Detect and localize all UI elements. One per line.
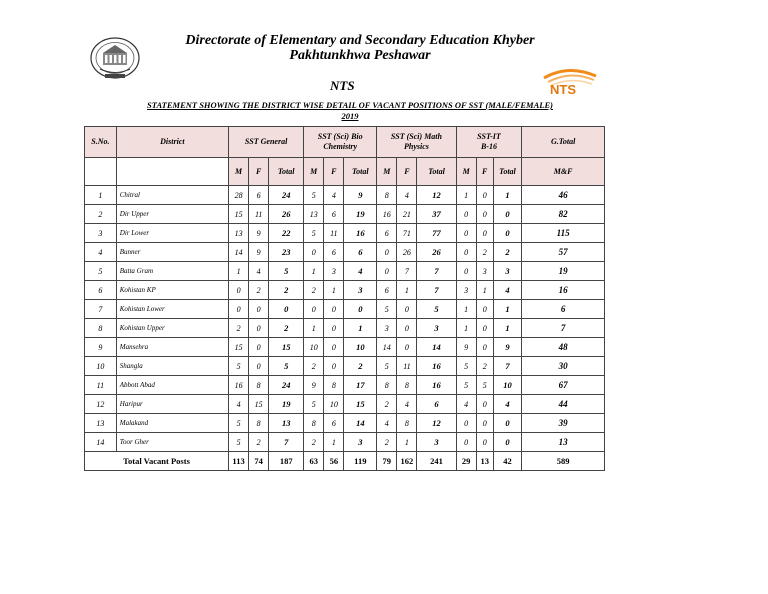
row-cell: 0 [324, 319, 344, 338]
row-cell: 10 [324, 395, 344, 414]
row-cell: 10 [493, 376, 522, 395]
row-cell: 5 [269, 262, 304, 281]
row-cell: 15 [249, 395, 269, 414]
row-cell: 0 [456, 243, 476, 262]
row-cell: 13 [229, 224, 249, 243]
header-sst-math-line2: Physics [403, 142, 429, 151]
header-sst-bio-line2: Chemistry [323, 142, 358, 151]
row-cell: 7 [493, 357, 522, 376]
table-row [85, 395, 605, 414]
row-cell: 1 [304, 319, 324, 338]
header-sst-bio-line1: SST (Sci) Bio [317, 132, 363, 141]
table-row [85, 300, 605, 319]
row-grand-total: 44 [522, 395, 605, 414]
row-grand-total: 39 [522, 414, 605, 433]
row-grand-total: 7 [522, 319, 605, 338]
header-sno: S.No. [85, 127, 117, 158]
row-cell: 2 [476, 243, 493, 262]
header-district: District [116, 127, 228, 158]
row-cell: 5 [417, 300, 456, 319]
row-cell: 2 [269, 281, 304, 300]
nts-heading: NTS [330, 78, 355, 93]
row-cell: 0 [249, 319, 269, 338]
row-cell: 0 [377, 243, 397, 262]
row-grand-total: 19 [522, 262, 605, 281]
row-cell: 7 [417, 281, 456, 300]
row-cell: 11 [249, 205, 269, 224]
totals-cell: 63 [304, 452, 324, 471]
row-cell: 77 [417, 224, 456, 243]
table-row [85, 224, 605, 243]
totals-cell: 187 [269, 452, 304, 471]
row-sno: 7 [85, 300, 117, 319]
row-cell: 5 [304, 186, 324, 205]
row-cell: 1 [397, 433, 417, 452]
row-cell: 23 [269, 243, 304, 262]
row-cell: 0 [476, 319, 493, 338]
row-cell: 6 [324, 243, 344, 262]
row-cell: 9 [249, 243, 269, 262]
row-sno: 14 [85, 433, 117, 452]
row-sno: 13 [85, 414, 117, 433]
row-grand-total: 48 [522, 338, 605, 357]
row-cell: 0 [476, 205, 493, 224]
row-cell: 2 [344, 357, 377, 376]
row-district: Bunner [116, 243, 228, 262]
header-sst-bio-chemistry [304, 127, 377, 158]
row-district: Chitral [116, 186, 228, 205]
table-row [85, 433, 605, 452]
row-cell: 11 [397, 357, 417, 376]
row-cell: 1 [344, 319, 377, 338]
row-cell: 8 [377, 186, 397, 205]
header-total: Total [344, 158, 377, 186]
table-row [85, 281, 605, 300]
row-cell: 7 [417, 262, 456, 281]
row-cell: 5 [229, 357, 249, 376]
row-cell: 2 [249, 433, 269, 452]
row-cell: 10 [304, 338, 324, 357]
totals-cell: 119 [344, 452, 377, 471]
row-cell: 14 [417, 338, 456, 357]
row-cell: 5 [456, 357, 476, 376]
row-cell: 12 [417, 186, 456, 205]
row-cell: 12 [417, 414, 456, 433]
row-district: Kohistan Lower [116, 300, 228, 319]
row-district: Dir Upper [116, 205, 228, 224]
kp-emblem-logo [88, 36, 142, 82]
row-cell: 3 [417, 433, 456, 452]
row-sno: 5 [85, 262, 117, 281]
table-row [85, 357, 605, 376]
row-sno: 9 [85, 338, 117, 357]
row-cell: 3 [377, 319, 397, 338]
table-row [85, 338, 605, 357]
header-sst-it [456, 127, 522, 158]
row-cell: 5 [304, 224, 324, 243]
row-cell: 1 [476, 281, 493, 300]
nts-logo-text: NTS [550, 82, 576, 96]
row-cell: 2 [493, 243, 522, 262]
row-district: Shangla [116, 357, 228, 376]
row-cell: 2 [476, 357, 493, 376]
row-cell: 0 [397, 300, 417, 319]
row-cell: 2 [377, 433, 397, 452]
row-cell: 8 [249, 414, 269, 433]
row-cell: 9 [493, 338, 522, 357]
totals-cell: 113 [229, 452, 249, 471]
row-cell: 5 [377, 300, 397, 319]
header-f: F [476, 158, 493, 186]
row-cell: 5 [269, 357, 304, 376]
row-cell: 5 [476, 376, 493, 395]
row-cell: 2 [377, 395, 397, 414]
row-cell: 0 [493, 224, 522, 243]
row-district: Dir Lower [116, 224, 228, 243]
row-cell: 8 [397, 414, 417, 433]
header-row-sub [85, 158, 605, 186]
row-cell: 10 [344, 338, 377, 357]
row-cell: 1 [456, 300, 476, 319]
header-f: F [249, 158, 269, 186]
row-grand-total: 67 [522, 376, 605, 395]
row-grand-total: 16 [522, 281, 605, 300]
row-cell: 0 [476, 433, 493, 452]
row-grand-total: 46 [522, 186, 605, 205]
row-cell: 8 [377, 376, 397, 395]
row-cell: 9 [456, 338, 476, 357]
row-cell: 0 [476, 224, 493, 243]
header-m: M [304, 158, 324, 186]
row-cell: 3 [417, 319, 456, 338]
row-sno: 12 [85, 395, 117, 414]
row-cell: 37 [417, 205, 456, 224]
row-cell: 0 [476, 186, 493, 205]
row-cell: 16 [377, 205, 397, 224]
row-cell: 0 [493, 433, 522, 452]
row-cell: 4 [493, 281, 522, 300]
row-cell: 4 [456, 395, 476, 414]
row-cell: 2 [229, 319, 249, 338]
totals-row [85, 452, 605, 471]
totals-cell: 241 [417, 452, 456, 471]
row-cell: 1 [456, 186, 476, 205]
vacant-positions-table [84, 126, 605, 471]
row-cell: 1 [493, 319, 522, 338]
row-cell: 15 [229, 205, 249, 224]
row-cell: 7 [397, 262, 417, 281]
row-district: Batta Gram [116, 262, 228, 281]
totals-cell: 29 [456, 452, 476, 471]
header-m: M [377, 158, 397, 186]
row-cell: 1 [229, 262, 249, 281]
row-grand-total: 82 [522, 205, 605, 224]
row-sno: 6 [85, 281, 117, 300]
header-m: M [456, 158, 476, 186]
row-grand-total: 30 [522, 357, 605, 376]
row-cell: 3 [344, 281, 377, 300]
row-cell: 26 [397, 243, 417, 262]
row-cell: 0 [397, 319, 417, 338]
table-row [85, 243, 605, 262]
row-cell: 0 [476, 414, 493, 433]
totals-cell: 162 [397, 452, 417, 471]
row-district: Toor Gher [116, 433, 228, 452]
totals-cell: 13 [476, 452, 493, 471]
row-cell: 15 [344, 395, 377, 414]
row-sno: 10 [85, 357, 117, 376]
row-cell: 13 [269, 414, 304, 433]
row-cell: 0 [493, 205, 522, 224]
row-cell: 15 [229, 338, 249, 357]
row-cell: 22 [269, 224, 304, 243]
row-cell: 14 [229, 243, 249, 262]
row-cell: 6 [344, 243, 377, 262]
nts-logo [538, 66, 600, 96]
row-sno: 4 [85, 243, 117, 262]
row-cell: 5 [456, 376, 476, 395]
row-cell: 1 [397, 281, 417, 300]
row-cell: 16 [417, 376, 456, 395]
row-cell: 28 [229, 186, 249, 205]
row-cell: 1 [304, 262, 324, 281]
row-grand-total: 115 [522, 224, 605, 243]
header-total: Total [269, 158, 304, 186]
row-cell: 14 [344, 414, 377, 433]
row-cell: 2 [304, 281, 324, 300]
header-f: F [324, 158, 344, 186]
row-cell: 24 [269, 376, 304, 395]
header-gtotal: G.Total [522, 127, 605, 158]
row-cell: 1 [493, 186, 522, 205]
row-cell: 21 [397, 205, 417, 224]
header-f: F [397, 158, 417, 186]
row-cell: 1 [324, 433, 344, 452]
row-grand-total: 6 [522, 300, 605, 319]
row-district: Kohistan KP [116, 281, 228, 300]
row-district: Kohistan Upper [116, 319, 228, 338]
row-cell: 0 [456, 224, 476, 243]
row-cell: 11 [324, 224, 344, 243]
row-cell: 3 [476, 262, 493, 281]
row-cell: 71 [397, 224, 417, 243]
header-sub-blank [85, 158, 117, 186]
directorate-title-line1: Directorate of Elementary and Secondary Education Khyber [185, 33, 535, 48]
row-cell: 0 [249, 357, 269, 376]
totals-cell: 42 [493, 452, 522, 471]
row-cell: 0 [304, 300, 324, 319]
row-cell: 0 [249, 300, 269, 319]
row-cell: 0 [456, 414, 476, 433]
totals-cell: 79 [377, 452, 397, 471]
totals-cell: 74 [249, 452, 269, 471]
row-cell: 6 [417, 395, 456, 414]
row-cell: 3 [324, 262, 344, 281]
totals-label: Total Vacant Posts [85, 452, 229, 471]
row-cell: 0 [229, 281, 249, 300]
row-cell: 3 [456, 281, 476, 300]
statement-year: 2019 [341, 111, 359, 121]
row-cell: 16 [344, 224, 377, 243]
row-sno: 11 [85, 376, 117, 395]
row-cell: 26 [417, 243, 456, 262]
row-sno: 3 [85, 224, 117, 243]
table-row [85, 186, 605, 205]
row-sno: 1 [85, 186, 117, 205]
header-sst-general: SST General [229, 127, 304, 158]
row-cell: 5 [304, 395, 324, 414]
header-sub-blank [116, 158, 228, 186]
header-total: Total [417, 158, 456, 186]
header-row-groups [85, 127, 605, 158]
row-cell: 3 [344, 433, 377, 452]
row-district: Malakand [116, 414, 228, 433]
row-cell: 0 [456, 262, 476, 281]
header-sst-math-line1: SST (Sci) Math [390, 132, 442, 141]
row-cell: 6 [324, 414, 344, 433]
row-cell: 0 [324, 300, 344, 319]
row-cell: 8 [304, 414, 324, 433]
row-district: Mansehra [116, 338, 228, 357]
row-cell: 4 [344, 262, 377, 281]
row-cell: 6 [377, 224, 397, 243]
row-cell: 4 [397, 395, 417, 414]
row-cell: 24 [269, 186, 304, 205]
row-cell: 2 [249, 281, 269, 300]
row-cell: 6 [324, 205, 344, 224]
row-sno: 8 [85, 319, 117, 338]
header-sst-it-line2: B-16 [480, 142, 497, 151]
totals-grand-total: 589 [522, 452, 605, 471]
row-cell: 9 [344, 186, 377, 205]
table-row [85, 262, 605, 281]
header-sst-it-line1: SST-IT [477, 132, 501, 141]
statement-heading [70, 100, 630, 122]
row-cell: 1 [493, 300, 522, 319]
row-grand-total: 57 [522, 243, 605, 262]
row-cell: 2 [269, 319, 304, 338]
header-m: M [229, 158, 249, 186]
row-cell: 0 [456, 205, 476, 224]
row-cell: 4 [324, 186, 344, 205]
row-cell: 26 [269, 205, 304, 224]
row-cell: 0 [304, 243, 324, 262]
row-cell: 0 [229, 300, 249, 319]
row-cell: 4 [493, 395, 522, 414]
row-grand-total: 13 [522, 433, 605, 452]
row-cell: 4 [397, 186, 417, 205]
table-row [85, 319, 605, 338]
row-cell: 0 [344, 300, 377, 319]
row-cell: 4 [377, 414, 397, 433]
row-cell: 0 [269, 300, 304, 319]
row-cell: 0 [493, 414, 522, 433]
header-mf: M&F [522, 158, 605, 186]
totals-cell: 56 [324, 452, 344, 471]
row-cell: 8 [249, 376, 269, 395]
row-district: Abbott Abad [116, 376, 228, 395]
row-cell: 1 [456, 319, 476, 338]
row-cell: 0 [377, 262, 397, 281]
statement-line1: STATEMENT SHOWING THE DISTRICT WISE DETAIL OF VACANT POSITIONS OF SST (MALE/FEMALE) [147, 100, 553, 110]
row-cell: 1 [324, 281, 344, 300]
row-cell: 5 [377, 357, 397, 376]
row-cell: 16 [229, 376, 249, 395]
row-cell: 0 [476, 300, 493, 319]
row-district: Haripur [116, 395, 228, 414]
row-cell: 2 [304, 357, 324, 376]
row-cell: 2 [304, 433, 324, 452]
row-cell: 6 [377, 281, 397, 300]
row-cell: 0 [324, 357, 344, 376]
row-cell: 0 [456, 433, 476, 452]
header-sst-math-physics [377, 127, 456, 158]
row-cell: 6 [249, 186, 269, 205]
row-cell: 19 [344, 205, 377, 224]
row-cell: 0 [249, 338, 269, 357]
row-cell: 15 [269, 338, 304, 357]
row-cell: 13 [304, 205, 324, 224]
row-cell: 19 [269, 395, 304, 414]
row-cell: 8 [324, 376, 344, 395]
table-row [85, 414, 605, 433]
row-cell: 0 [397, 338, 417, 357]
table-row [85, 205, 605, 224]
header-total: Total [493, 158, 522, 186]
row-cell: 0 [476, 395, 493, 414]
row-sno: 2 [85, 205, 117, 224]
row-cell: 17 [344, 376, 377, 395]
directorate-title-line2: Pakhtunkhwa Peshawar [289, 48, 431, 63]
row-cell: 9 [304, 376, 324, 395]
table-row [85, 376, 605, 395]
row-cell: 0 [476, 338, 493, 357]
row-cell: 7 [269, 433, 304, 452]
row-cell: 4 [249, 262, 269, 281]
row-cell: 5 [229, 414, 249, 433]
row-cell: 5 [229, 433, 249, 452]
row-cell: 3 [493, 262, 522, 281]
row-cell: 8 [397, 376, 417, 395]
row-cell: 4 [229, 395, 249, 414]
row-cell: 14 [377, 338, 397, 357]
row-cell: 9 [249, 224, 269, 243]
row-cell: 0 [324, 338, 344, 357]
row-cell: 16 [417, 357, 456, 376]
